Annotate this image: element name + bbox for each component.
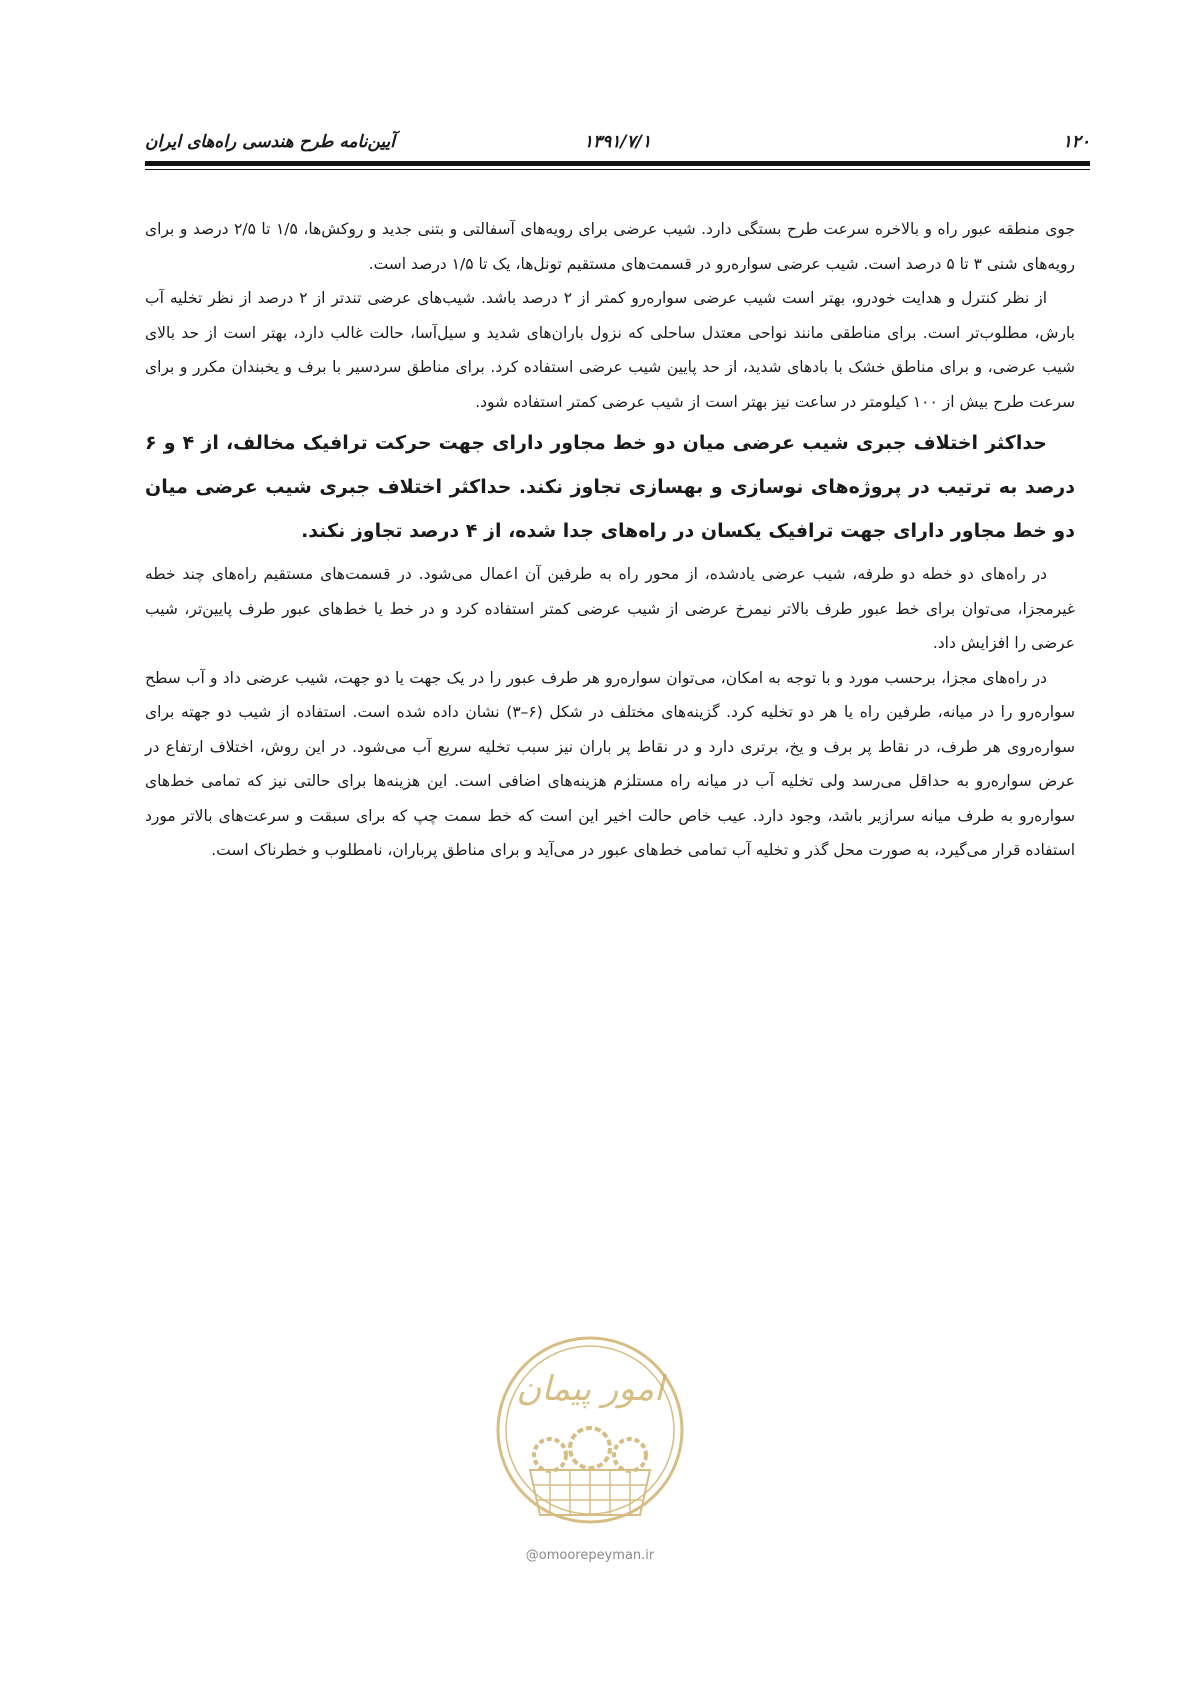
header-date: ۱۳۹۱/۷/۱: [583, 132, 652, 152]
header-rule-thin: [145, 169, 1090, 170]
watermark-logo-text: امور پیمان: [516, 1369, 664, 1409]
paragraph: جوی منطقه عبور راه و بالاخره سرعت طرح بستگی دارد. شیب عرضی برای رویه‌های آسفالتی و بتنی جدید و روکش‌ها، ۱/۵ تا ۲/۵ درصد و برای رویه‌های شنی ۳ تا ۵ درصد است. شیب عرضی سواره‌رو در قسمت‌های مستقیم تونل‌ها، یک تا ۱/۵ درصد است.: [145, 220, 1076, 273]
paragraph: در راه‌های دو خطه دو طرفه، شیب عرضی یادشده، از محور راه به طرفین آن اعمال می‌شود. در قسمت‌های مستقیم راه‌های چند خطه غیرمجزا، می‌توان برای خط عبور طرف بالاتر نیمرخ عرضی از شیب عرضی کمتر استفاده کرد و در خط یا خط‌های عبور طرف پایین‌تر، شیب عرضی را افزایش داد.: [145, 565, 1075, 652]
document-title: آیین‌نامه طرح هندسی راه‌های ایران: [145, 132, 395, 152]
paragraph: در راه‌های مجزا، برحسب مورد و با توجه به امکان، می‌توان سواره‌رو هر طرف عبور را در یک جهت یا دو جهت، شیب عرضی داد و آب سطح سواره‌رو را در میانه، طرفین راه یا هر دو تخلیه کرد. گزینه‌های مختلف در شکل (۶–۳) نشان داده شده است. استفاده از شیب دو جهته برای سواره‌روی هر طرف، در نقاط پر برف و یخ، برتری دارد و در نقاط پر باران نیز سبب تخلیه سریع آب می‌شود. در این روش، اختلاف ارتفاع در عرض سواره‌رو به حداقل می‌رسد ولی تخلیه آب در میانه راه مستلزم هزینه‌های اضافی است. این هزینه‌ها برای حالتی نیز که تمامی خط‌های سواره‌رو به طرف میانه سرازیر باشد، وجود دارد. عیب خاص حالت اخیر این است که خط سمت چپ که برای سبقت و سرعت‌های بالاتر مورد استفاده قرار می‌گیرد، به صورت محل گذر و تخلیه آب تمامی خط‌های عبور در می‌آید و برای مناطق پرباران، نامطلوب و خطرناک است.: [145, 668, 1076, 859]
header-rule-thick: [145, 161, 1090, 166]
bold-requirement-paragraph: حداکثر اختلاف جبری شیب عرضی میان دو خط مجاور دارای جهت حرکت ترافیک مخالف، از ۴ و ۶ درصد به ترتیب در پروژه‌های نوسازی و بهسازی تجاوز نکند. حداکثر اختلاف جبری شیب عرضی میان دو خط مجاور دارای جهت ترافیک یکسان در راه‌های جدا شده، از ۴ درصد تجاوز نکند.: [145, 432, 1075, 542]
page-header: [145, 128, 1090, 160]
page-number: ۱۲۰: [1062, 132, 1090, 152]
watermark-logo: [490, 1320, 690, 1580]
paragraph: از نظر کنترل و هدایت خودرو، بهتر است شیب عرضی سواره‌رو کمتر از ۲ درصد باشد. شیب‌های عرضی تندتر از ۲ درصد از نظر تخلیه آب بارش، مطلوب‌تر است. برای مناطقی مانند نواحی معتدل ساحلی که نزول باران‌های شدید و سیل‌آسا، حالت غالب دارد، بهتر است از حد بالای شیب عرضی، و برای مناطق خشک با بادهای شدید، از حد پایین شیب عرضی استفاده کرد. برای مناطق سردسیر با برف و یخبندان مکرر و برای سرعت طرح بیش از ۱۰۰ کیلومتر در ساعت نیز بهتر است از شیب عرضی کمتر استفاده شود.: [145, 289, 1075, 411]
main-content: [145, 212, 1075, 868]
watermark-site: @omoorepeyman.ir: [525, 1548, 655, 1563]
